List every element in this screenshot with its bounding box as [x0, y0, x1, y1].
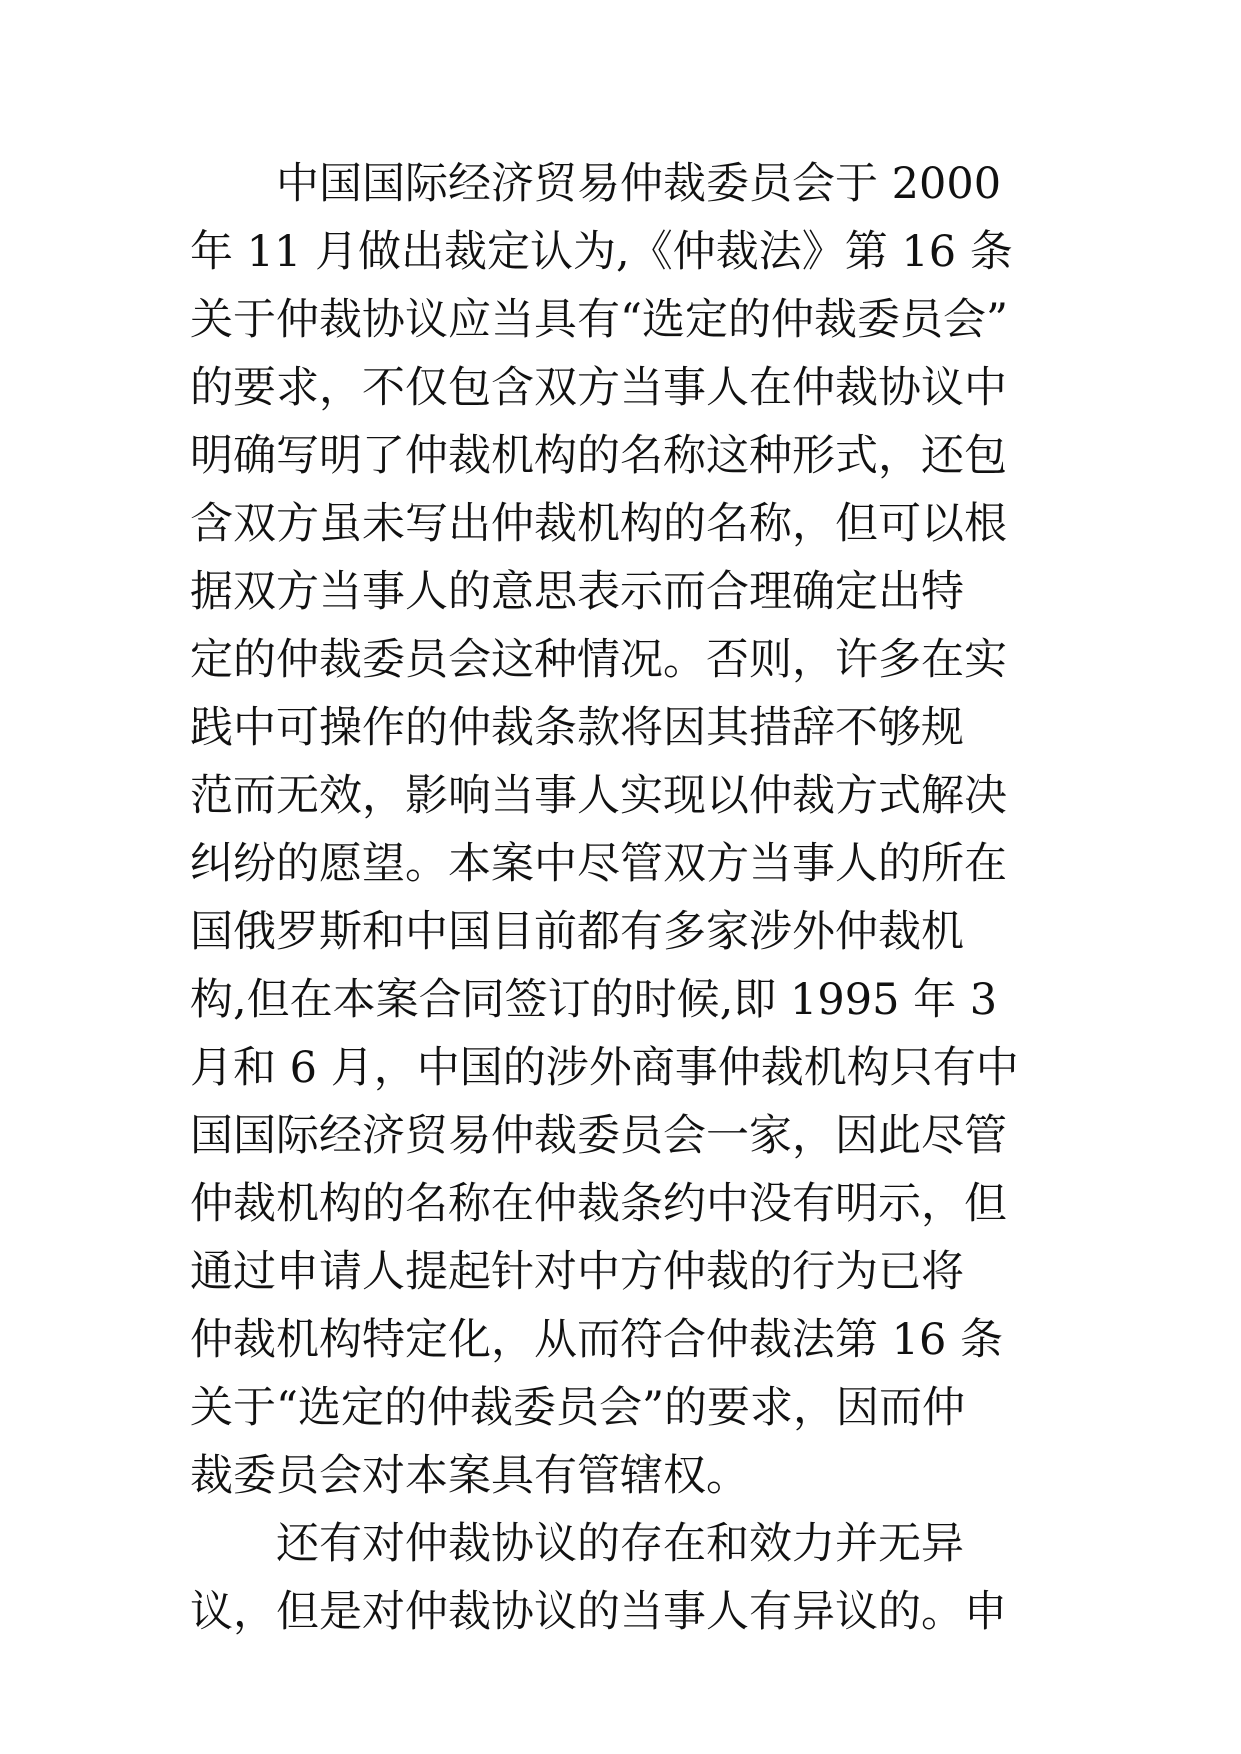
body-text	[190, 150, 1070, 1646]
text-line: 关于仲裁协议应当具有“选定的仲裁委员会”	[190, 295, 1008, 345]
text-line: 裁委员会对本案具有管辖权。	[190, 1451, 749, 1501]
text-line: 年 11 月做出裁定认为,《仲裁法》第 16 条	[190, 227, 1013, 277]
text-line: 还有对仲裁协议的存在和效力并无异	[276, 1519, 964, 1569]
text-line: 议，但是对仲裁协议的当事人有异议的。申	[190, 1587, 1007, 1637]
text-line: 含双方虽未写出仲裁机构的名称，但可以根	[190, 499, 1007, 549]
text-line: 明确写明了仲裁机构的名称这种形式，还包	[190, 431, 1007, 481]
text-line: 国俄罗斯和中国目前都有多家涉外仲裁机	[190, 907, 964, 957]
text-line: 通过申请人提起针对中方仲裁的行为已将	[190, 1247, 964, 1297]
text-line: 据双方当事人的意思表示而合理确定出特	[190, 567, 964, 617]
text-line: 仲裁机构的名称在仲裁条约中没有明示，但	[190, 1179, 1007, 1229]
text-line: 构,但在本案合同签订的时候,即 1995 年 3	[190, 975, 998, 1025]
paragraph-2	[190, 1510, 1070, 1646]
text-line: 中国国际经济贸易仲裁委员会于 2000	[276, 159, 1002, 209]
text-line: 定的仲裁委员会这种情况。否则，许多在实	[190, 635, 1007, 685]
text-line: 月和 6 月，中国的涉外商事仲裁机构只有中	[190, 1043, 1019, 1093]
text-line: 仲裁机构特定化，从而符合仲裁法第 16 条	[190, 1315, 1004, 1365]
text-line: 践中可操作的仲裁条款将因其措辞不够规	[190, 703, 964, 753]
text-line: 关于“选定的仲裁委员会”的要求，因而仲	[190, 1383, 965, 1433]
text-line: 的要求，不仅包含双方当事人在仲裁协议中	[190, 363, 1007, 413]
text-line: 纠纷的愿望。本案中尽管双方当事人的所在	[190, 839, 1007, 889]
text-line: 国国际经济贸易仲裁委员会一家，因此尽管	[190, 1111, 1007, 1161]
text-line: 范而无效，影响当事人实现以仲裁方式解决	[190, 771, 1007, 821]
paragraph-1	[190, 150, 1070, 1510]
